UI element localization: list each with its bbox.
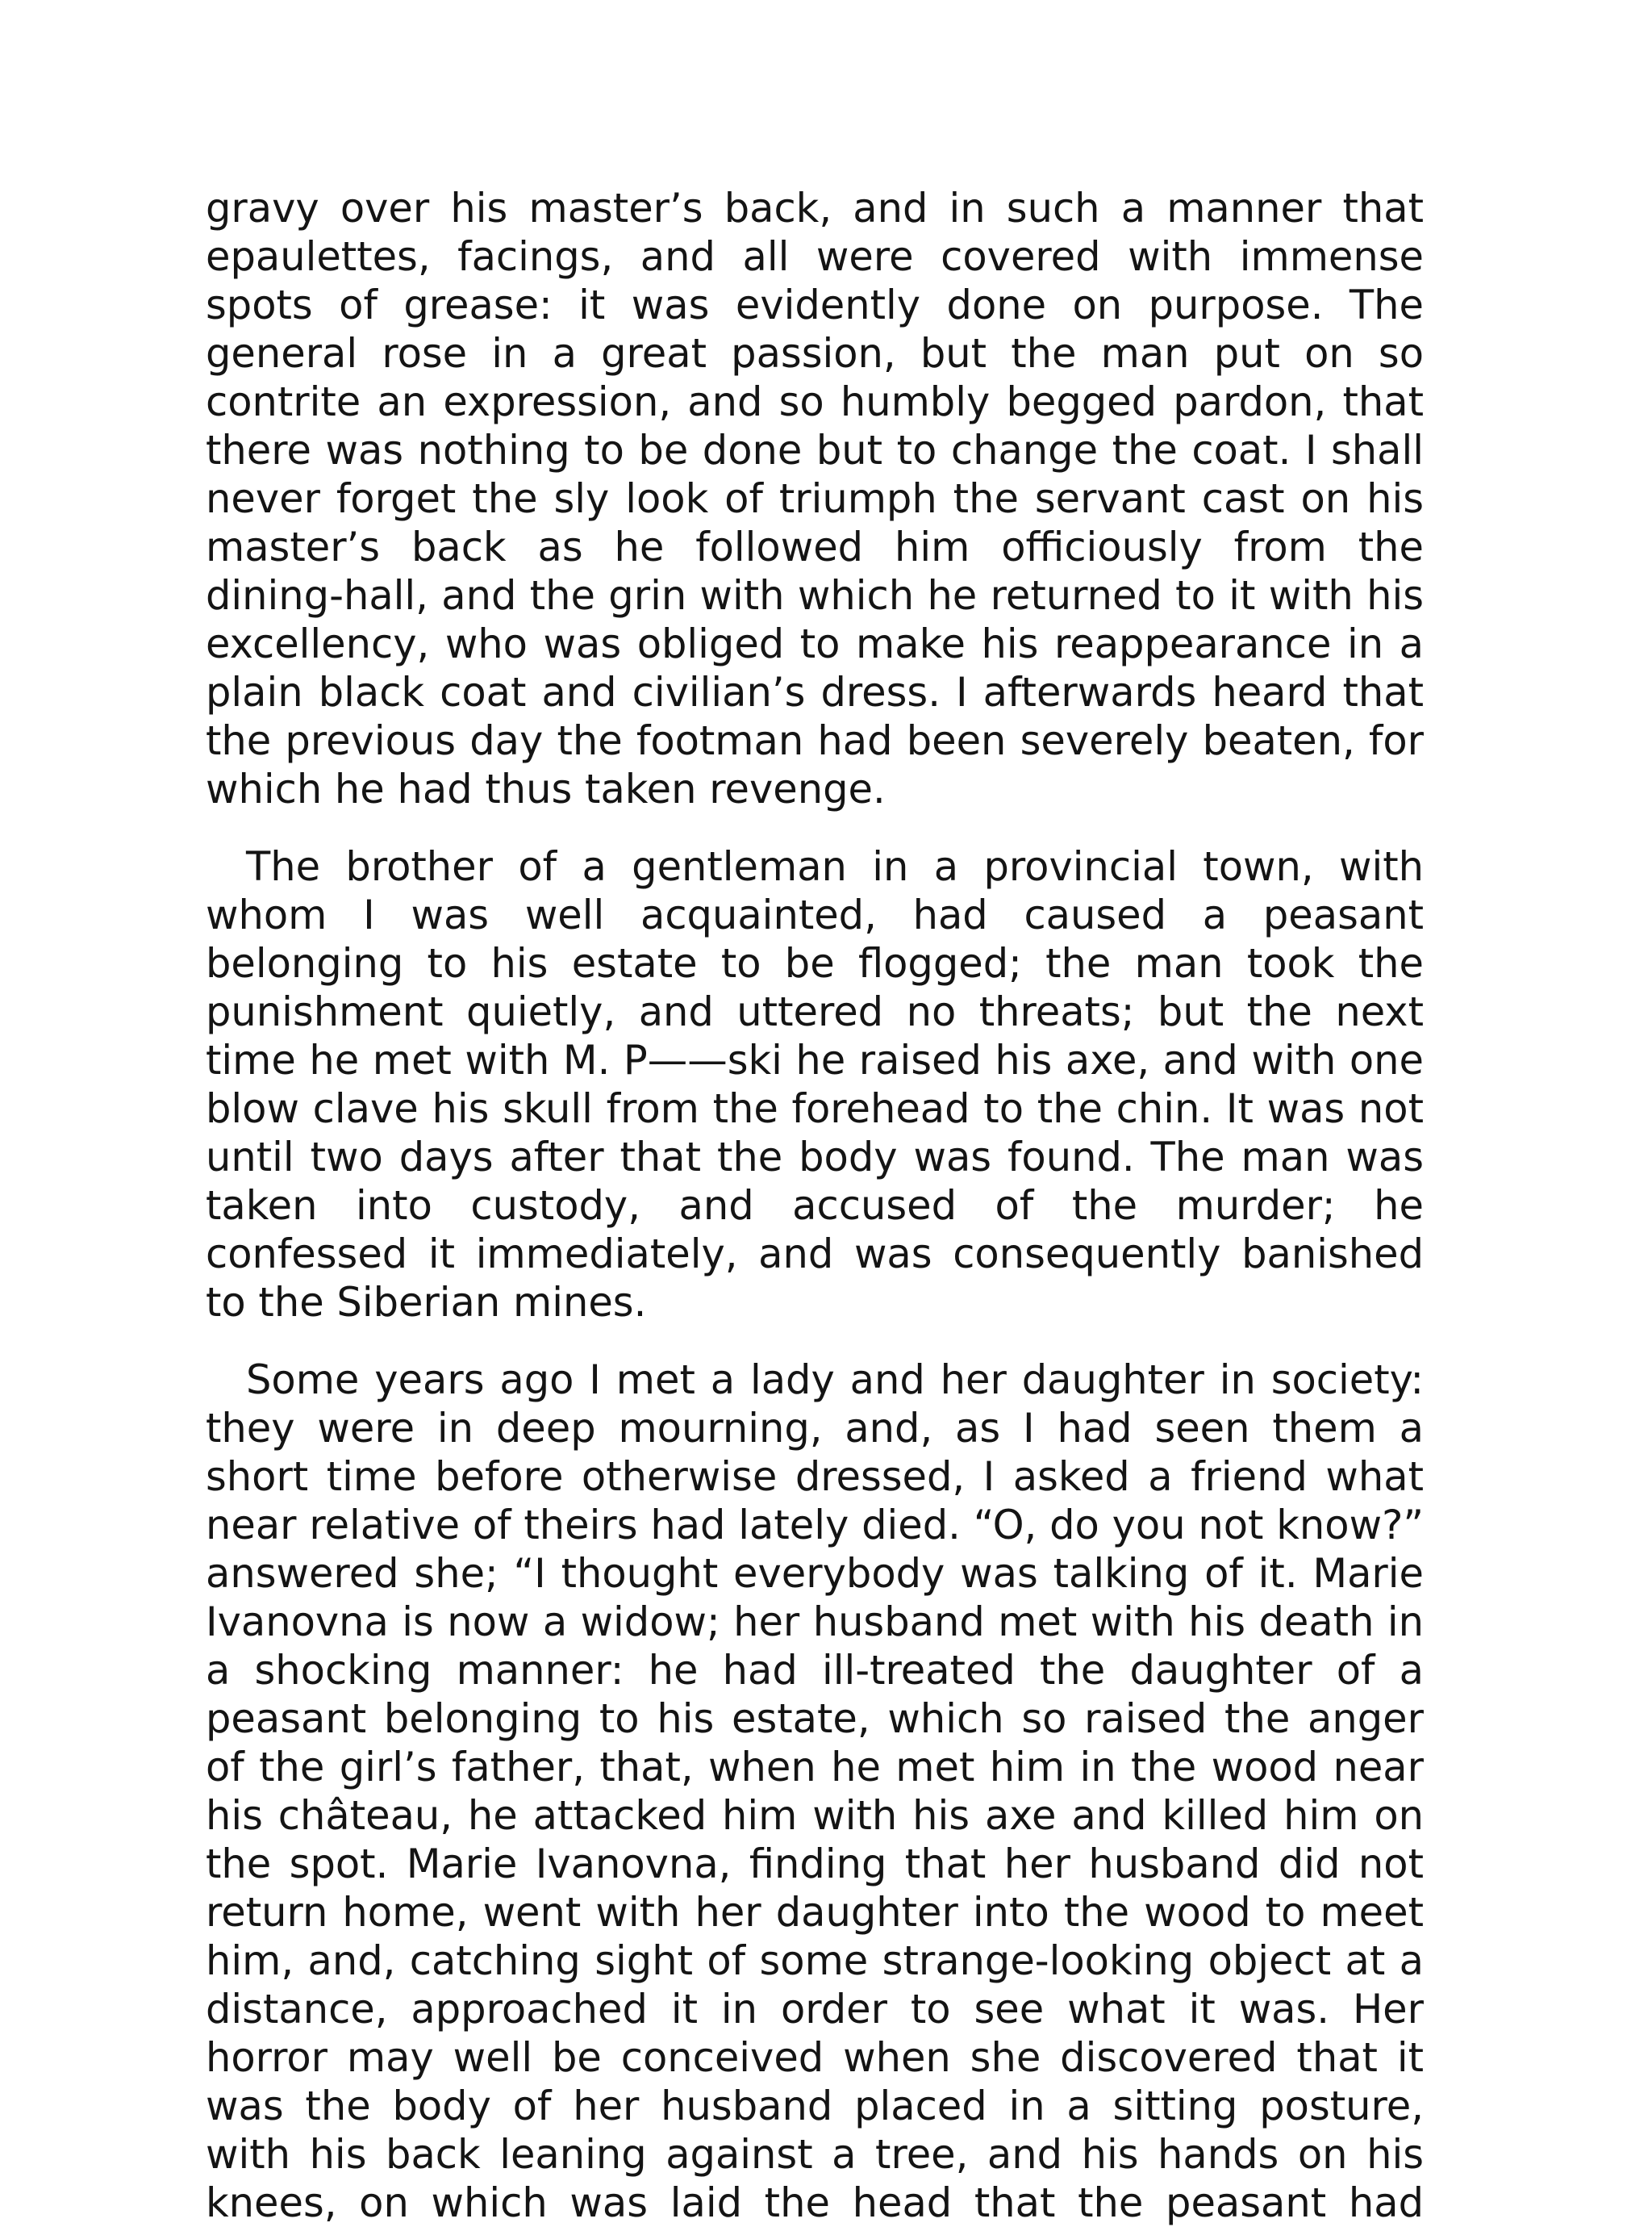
paragraph-2: The brother of a gentleman in a provincial town, with whom I was well acquainted, had caused a peasant belonging to his estate to be flogged; the man took the punishment quietly, and uttered no threats; but the next time he met with M. P——ski he raised his axe, and with one blow clave his skull from the forehead to the chin. It was not until two days after that the body was found. The man was taken into custody, and accused of the murder; he confessed it immediately, and was consequently banished to the Siberian mines. xyxy=(206,843,1424,1326)
paragraph-1: gravy over his master’s back, and in such a manner that epaulettes, facings, and all were covered with immense spots of grease: it was evidently done on purpose. The general rose in a great passion, but the man put on so contrite an expression, and so humbly begged pardon, that there was nothing to be done but to change the coat. I shall never forget the sly look of triumph the servant cast on his master’s back as he followed him officiously from the dining-hall, and the grin with which he returned to it with his excellency, who was obliged to make his reappearance in a plain black coat and civilian’s dress. I afterwards heard that the previous day the footman had been severely beaten, for which he had thus taken revenge. xyxy=(206,185,1424,813)
page-body xyxy=(206,184,1424,2227)
paragraph-3: Some years ago I met a lady and her daughter in society: they were in deep mourning, and, as I had seen them a short time before otherwise dressed, I asked a friend what near relative of theirs had lately died. “O, do you not know?” answered she; “I thought everybody was talking of it. Marie Ivanovna is now a widow; her husband met with his death in a shocking manner: he had ill-treated the daughter of a peasant belonging to his estate, which so raised the anger of the girl’s father, that, when he met him in the wood near his château, he attacked him with his axe and killed him on the spot. Marie Ivanovna, finding that her husband did not return home, went with her daughter into the wood to meet him, and, catching sight of some strange-looking object at a distance, approached it in order to see what it was. Her horror may well be conceived when she discovered that it was the body of her husband placed in a sitting posture, with his back leaning against a tree, and his hands on his knees, on which was laid the head that the peasant had xyxy=(206,1356,1424,2226)
